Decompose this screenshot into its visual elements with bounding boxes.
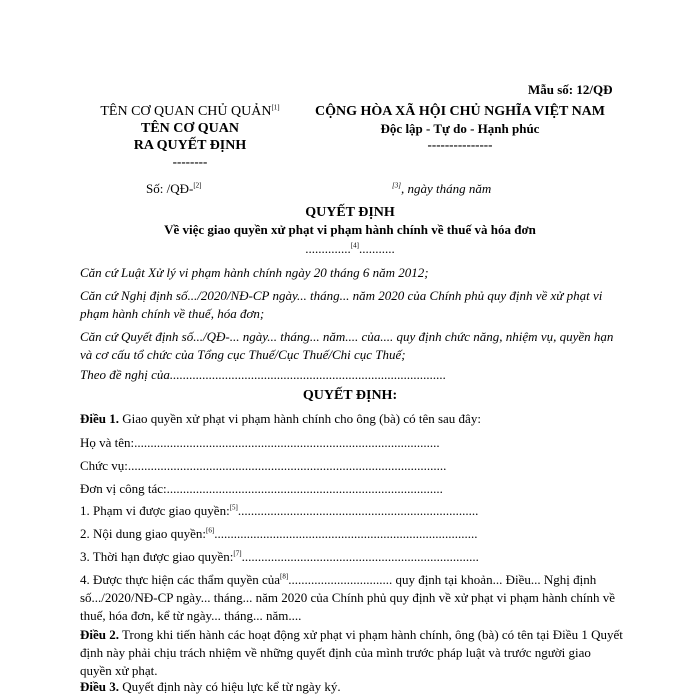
place-date [392,181,491,197]
left-divider: -------- [172,154,208,169]
article-1 [80,410,625,428]
scope-dots: .......................................................................... [237,503,479,518]
parent-agency [90,104,290,120]
field-content [80,525,625,543]
form-number: Mẫu số: 12/QĐ [528,82,613,97]
article-2-label: Điều 2. [80,627,119,642]
period-label: 3. Thời hạn được giao quyền: [80,549,234,564]
field-period [80,548,625,566]
powers-label: 4. Được thực hiện các thẩm quyền của [80,572,281,587]
parent-agency-text: TÊN CƠ QUAN CHỦ QUẢN [100,104,272,119]
footnote-ref-8: [8] [280,572,289,581]
decision-heading: QUYẾT ĐỊNH: [302,388,398,403]
field-unit: Đơn vị công tác:..................................................................................... [80,481,443,496]
article-3-label: Điều 3. [80,679,119,694]
right-divider: --------------- [427,137,493,152]
decision-number [146,181,201,197]
article-2-text: Trong khi tiến hành các hoạt động xử phạt vi phạm hành chính, ông (bà) có tên tại Điều 1 Quyết định này phải chịu trách nhiệm về những quyết định của mình trước pháp luật và trước người giao quyền xử phạt. [80,627,623,678]
authority-dots-right: ........... [358,241,395,256]
basis-2: Căn cứ Nghị định số.../2020/NĐ-CP ngày... tháng... năm 2020 của Chính phủ quy định về xử phạt vi phạm hành chính về thuế, hóa đơn; [80,288,603,321]
period-dots: ......................................................................... [241,549,479,564]
basis-3: Căn cứ Quyết định số.../QĐ-... ngày... tháng... năm.... của.... quy định chức năng, nhiệm vụ, quyền hạn và cơ cấu tổ chức của Tổng cục Thuế/Cục Thuế/Chi cục Thuế; [80,329,614,362]
date-text: , ngày tháng năm [400,181,492,196]
powers-text: ................................ quy định tại khoản... Điều... Nghị định số.../2020/NĐ-CP ngày... tháng... năm 2020 của Chính phủ quy định về xử phạt vi phạm hành chính về thuế, hóa đơn, kể từ ngày... tháng... năm.... [80,572,616,623]
content-label: 2. Nội dung giao quyền: [80,526,207,541]
field-position: Chức vụ:.................................................................................................. [80,458,447,473]
document-subtitle: Về việc giao quyền xử phạt vi phạm hành chính về thuế và hóa đơn [164,222,536,237]
footnote-ref-4: [4] [350,241,359,250]
issuing-agency: RA QUYẾT ĐỊNH [133,138,247,153]
footnote-ref-5: [5] [229,503,238,512]
basis-4: Theo đề nghị của..................................................................................... [80,367,447,382]
content-dots: ................................................................................. [214,526,478,541]
footnote-ref-7: [7] [233,549,242,558]
field-name: Họ và tên:.............................................................................................. [80,435,440,450]
footnote-ref-2: [2] [193,181,202,190]
field-scope [80,502,625,520]
article-1-label: Điều 1. [80,411,119,426]
scope-label: 1. Phạm vi được giao quyền: [80,503,230,518]
footnote-ref-6: [6] [206,526,215,535]
article-3-text: Quyết định này có hiệu lực kể từ ngày ký. [119,679,341,694]
footnote-ref-1: [1] [271,103,280,112]
article-1-text: Giao quyền xử phạt vi phạm hành chính cho ông (bà) có tên sau đây: [119,411,481,426]
document-title: QUYẾT ĐỊNH [305,205,395,220]
article-2 [80,626,625,680]
country-name: CỘNG HÒA XÃ HỘI CHỦ NGHĨA VIỆT NAM [314,104,605,119]
motto: Độc lập - Tự do - Hạnh phúc [380,121,540,136]
article-3 [80,678,625,696]
footnote-ref-3: [3] [392,181,401,190]
decision-number-label: Số: /QĐ- [146,181,194,196]
authority-dots-left: .............. [305,241,351,256]
field-powers [80,571,625,625]
basis-1: Căn cứ Luật Xử lý vi phạm hành chính ngày 20 tháng 6 năm 2012; [80,265,429,280]
agency-name: TÊN CƠ QUAN [140,121,239,136]
issuing-authority [0,241,700,257]
